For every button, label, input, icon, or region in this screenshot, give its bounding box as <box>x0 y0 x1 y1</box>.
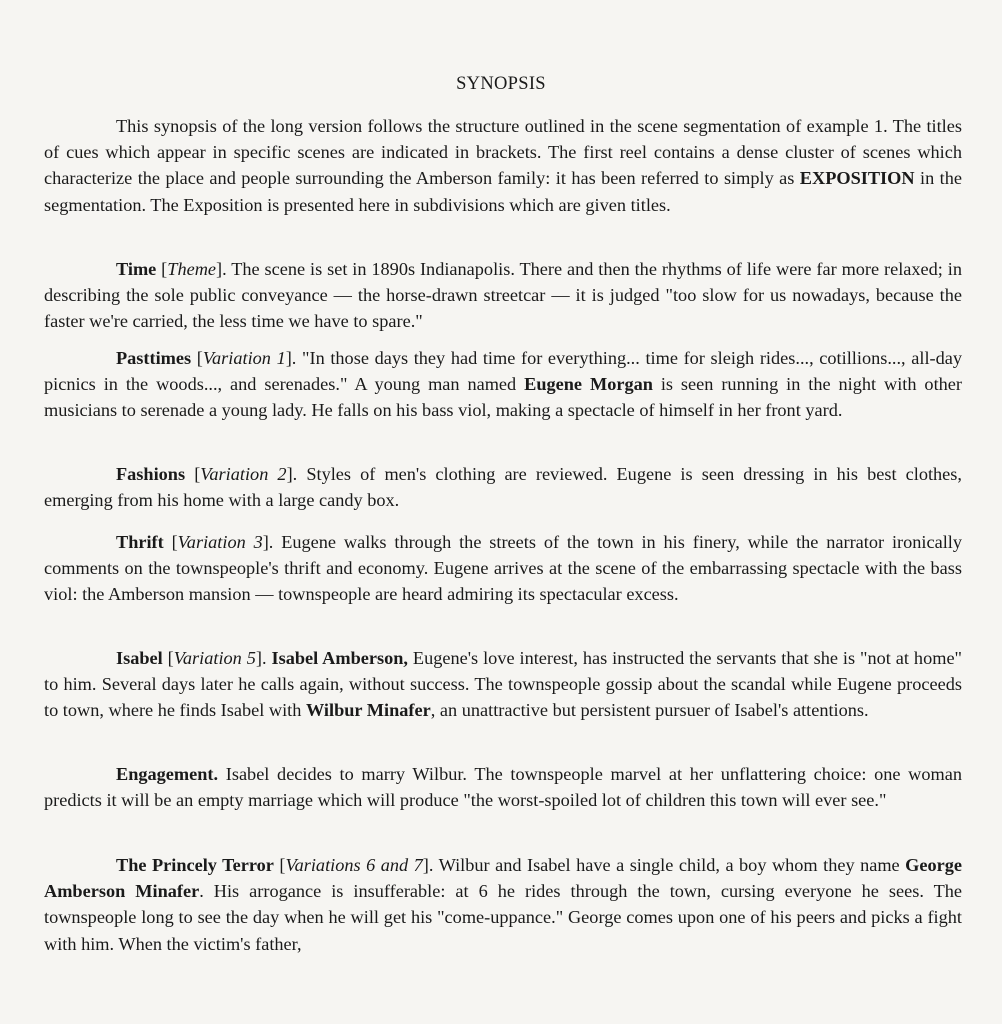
italic-run: Variations 6 and 7 <box>285 855 423 875</box>
italic-run: Theme <box>167 259 217 279</box>
text-run: Isabel decides to marry Wilbur. The townspeople marvel at her unflattering choice: one woman predicts it will be an empty marriage which will produce "the worst-spoiled lot of children this town will ever see." <box>44 764 962 811</box>
paragraph-thrift <box>44 529 962 608</box>
text-run: ]. The scene is set in 1890s Indianapolis. There and then the rhythms of life were far more relaxed; in describing the sole public conveyance — the horse-drawn streetcar — it is judged "too slow for us nowadays, because the faster we're carried, the less time we have to spare." <box>44 259 962 332</box>
text-run: ]. <box>255 648 272 668</box>
bold-run: Isabel <box>116 648 163 668</box>
italic-run: Variation 2 <box>200 464 287 484</box>
bold-run: Time <box>116 259 157 279</box>
bold-run: EXPOSITION <box>799 168 915 189</box>
bold-run: Fashions <box>116 464 186 484</box>
paragraph-engagement <box>44 761 962 813</box>
text-run: Eugene's love interest, has instructed the servants that she is "not at home" to him. Several days later he calls again, without success. The townspeople gossip about the scandal while Eugene proceeds to town, where he finds Isabel with <box>44 648 963 721</box>
bold-run: Eugene Morgan <box>524 374 653 395</box>
bold-run: The Princely Terror <box>116 855 274 875</box>
text-run: [ <box>191 348 203 368</box>
text-run: [ <box>156 259 168 279</box>
text-run: is seen running in the night with other musicians to serenade a young lady. He falls on his bass viol, making a spectacle of himself in her front yard. <box>44 374 962 421</box>
text-run: , an unattractive but persistent pursuer of Isabel's attentions. <box>430 700 869 721</box>
bold-run: Wilbur Minafer <box>305 700 431 721</box>
bold-run: George Amberson Minafer <box>44 855 962 902</box>
page-title: SYNOPSIS <box>456 74 546 94</box>
paragraph-princely-terror <box>44 852 962 957</box>
text-run: in the segmentation. The Exposition is presented here in subdivisions which are given titles. <box>44 168 962 215</box>
text-run: ]. Styles of men's clothing are reviewed. Eugene is seen dressing in his best clothes, emerging from his home with a large candy box. <box>44 464 962 511</box>
paragraph-intro <box>44 113 962 218</box>
paragraph-pasttimes <box>44 345 962 424</box>
text-run: [ <box>273 855 286 875</box>
bold-run: Pasttimes <box>116 348 192 368</box>
text-run: [ <box>185 464 201 484</box>
bold-run: Engagement. <box>116 764 219 784</box>
text-run: ]. Eugene walks through the streets of the town in his finery, while the narrator ironically comments on the townspeople's thrift and economy. Eugene arrives at the scene of the embarrassing spectacle with the bass viol: the Amberson mansion — townspeople are heard admiring its spectacular excess. <box>44 532 962 605</box>
paragraph-time <box>44 256 962 335</box>
italic-run: Variation 3 <box>177 532 263 552</box>
italic-run: Variation 5 <box>173 648 256 668</box>
paragraph-fashions <box>44 461 962 513</box>
text-run: [ <box>162 648 174 668</box>
paragraph-isabel <box>44 645 962 724</box>
text-run: ]. "In those days they had time for everything... time for sleigh rides..., cotillions..., all-day picnics in the woods..., and serenades." A young man named <box>44 348 963 395</box>
bold-run: Thrift <box>116 532 164 552</box>
text-run: [ <box>163 532 178 552</box>
bold-run: Isabel Amberson, <box>271 648 408 668</box>
text-run: This synopsis of the long version follows the structure outlined in the scene segmentation of example 1. The titles of cues which appear in specific scenes are indicated in brackets. The first reel contains a dense cluster of scenes which characterize the place and people surrounding the Amberson family: it has been referred to simply as <box>44 116 962 189</box>
italic-run: Variation 1 <box>202 348 286 368</box>
text-run: . His arrogance is insufferable: at 6 he rides through the town, cursing everyone he sees. The townspeople long to see the day when he will get his "come-uppance." George comes upon one of his peers and picks a fight with him. When the victim's father, <box>44 881 962 954</box>
text-run: ]. Wilbur and Isabel have a single child, a boy whom they name <box>422 855 906 875</box>
